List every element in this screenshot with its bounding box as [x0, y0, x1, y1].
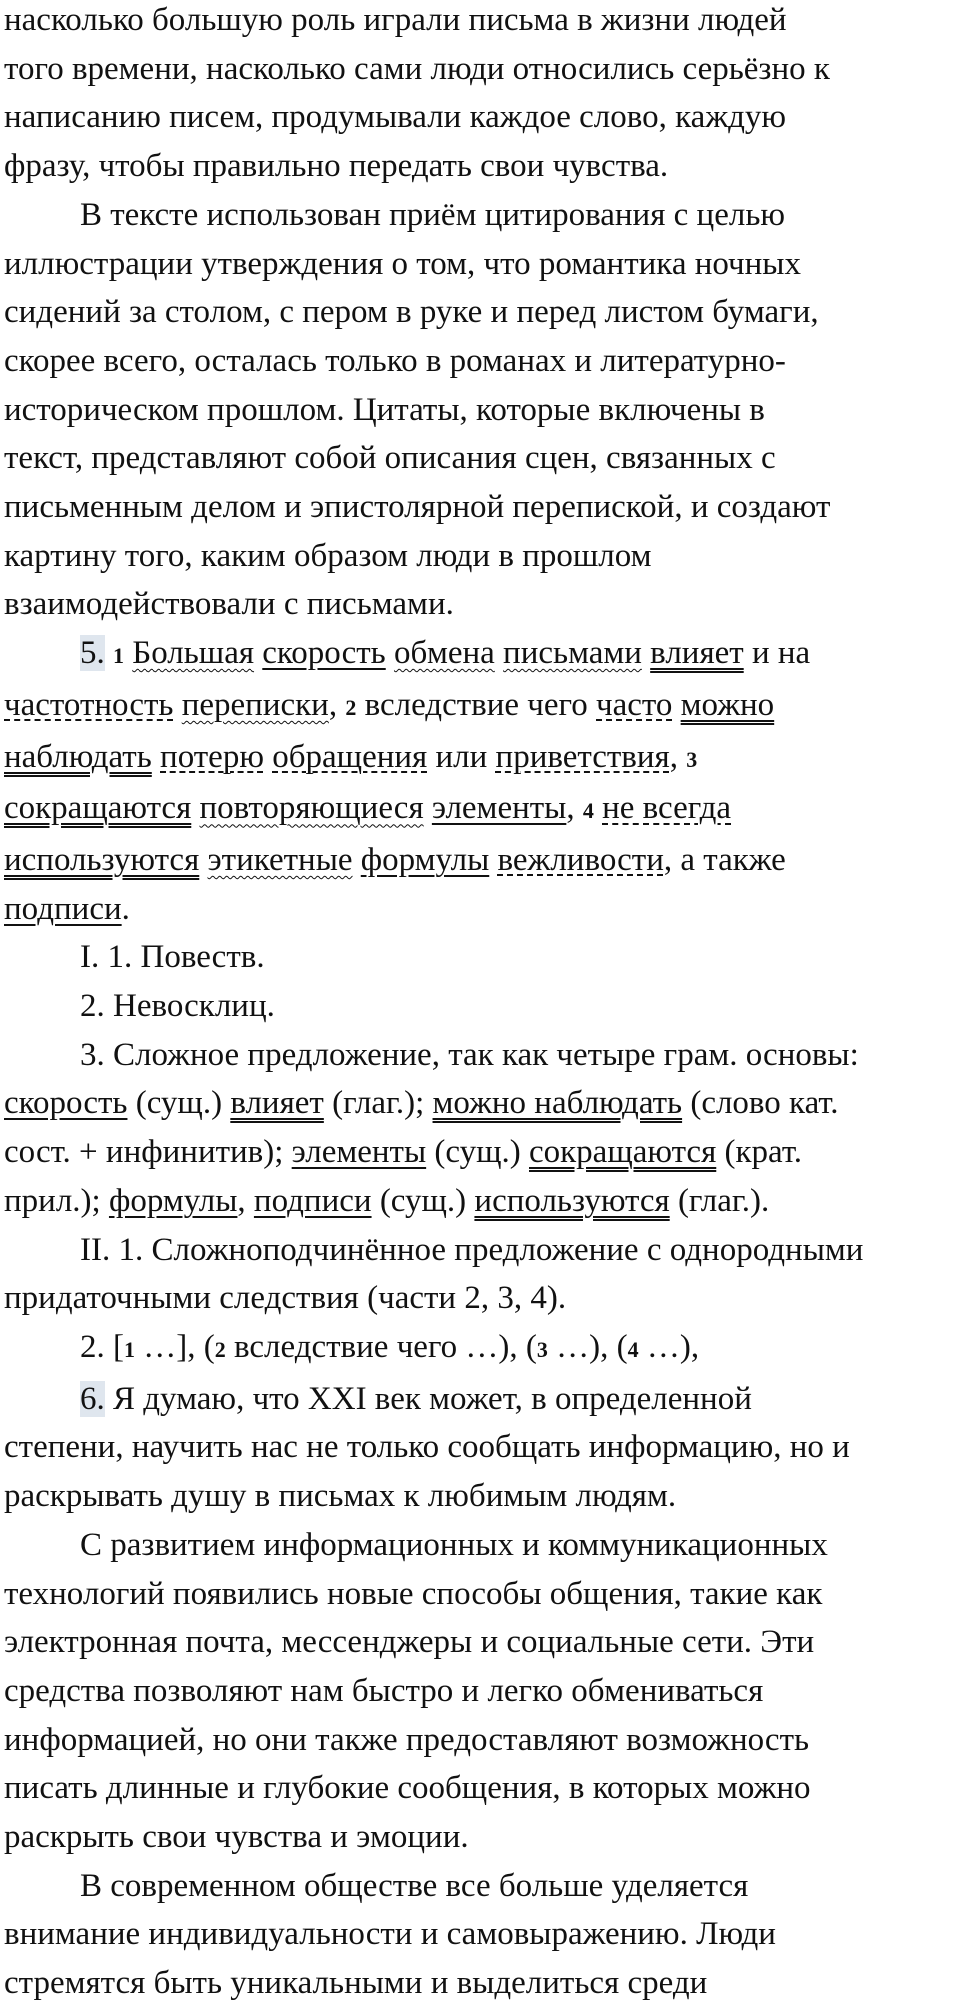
task-6-answer: [4, 1375, 960, 1521]
text-line: картину того, каким образом люди в прошлом: [4, 537, 652, 574]
plain-text: (сущ.): [379, 1182, 467, 1219]
text-line: I. 1. Повеств.: [80, 939, 265, 976]
text-line: электронная почта, мессенджеры и социальные сети. Эти: [4, 1624, 815, 1661]
text-line: [4, 836, 960, 885]
text-line: [4, 1079, 960, 1128]
plain-text: сост. + инфинитив);: [4, 1134, 284, 1171]
plain-text: 2. [: [80, 1328, 124, 1365]
text-line: [4, 733, 960, 785]
word-predicate: сокращаются: [4, 790, 192, 827]
word-attribute: обмена: [393, 635, 495, 672]
word-subject: подписи: [253, 1182, 372, 1219]
text-line: [4, 681, 960, 733]
text-line: взаимодействовали с письмами.: [4, 586, 454, 623]
plain-text: вследствие чего: [364, 686, 588, 723]
paragraph-technologies: [4, 1521, 960, 1862]
plain-text: или: [435, 738, 488, 775]
part-number: 2: [214, 1336, 226, 1362]
text-line: письменным делом и эпистолярной перепиской, и создают: [4, 489, 831, 526]
sentence-analysis: [4, 933, 960, 1374]
plain-text: и на: [751, 635, 811, 672]
plain-text: , а также: [663, 841, 786, 878]
plain-text: (слово кат.: [690, 1085, 839, 1122]
text-line: скорее всего, осталась только в романах и литературно-: [4, 342, 786, 379]
word-subject: подписи: [4, 890, 122, 927]
plain-text: ,: [237, 1182, 246, 1219]
text-line: информацией, но они также предоставляют возможность: [4, 1721, 810, 1758]
text-line: 2. Невосклиц.: [80, 988, 275, 1025]
plain-text: ,: [566, 790, 575, 827]
plain-text: прил.);: [4, 1182, 101, 1219]
plain-text: (сущ.): [434, 1134, 521, 1171]
word-object: потерю: [160, 738, 264, 775]
text-line: В современном обществе все больше уделяется: [80, 1867, 749, 1904]
word-attribute: этикетные: [207, 841, 353, 878]
text-line: написанию писем, продумывали каждое слово, каждую: [4, 99, 787, 136]
word-predicate: используются: [4, 841, 200, 878]
part-number: 1: [124, 1336, 135, 1362]
text-line: насколько большую роль играли письма в жизни людей: [4, 2, 787, 38]
text-line: [4, 1128, 960, 1177]
text-line: 3. Сложное предложение, так как четыре грам. основы:: [80, 1036, 859, 1073]
plain-text: (крат.: [724, 1134, 803, 1171]
paragraph-society: [4, 1862, 960, 2008]
plain-text: …], (: [135, 1328, 215, 1365]
task-5-sentence: [4, 629, 960, 933]
word-adverbial: часто: [596, 686, 673, 723]
text-line: средства позволяют нам быстро и легко обмениваться: [4, 1672, 764, 1709]
part-number: 4: [582, 798, 594, 824]
word-subject: скорость: [4, 1085, 128, 1122]
text-line: раскрыть свои чувства и эмоции.: [4, 1819, 469, 1856]
word-attribute: повторяющиеся: [199, 790, 424, 827]
text-line: придаточными следствия (части 2, 3, 4).: [4, 1280, 567, 1317]
word-object: вежливости: [497, 841, 664, 878]
text-line: II. 1. Сложноподчинённое предложение с однородными: [80, 1231, 864, 1268]
word-predicate: сокращаются: [529, 1134, 717, 1171]
text-line: [4, 1177, 960, 1226]
plain-text: ,: [328, 686, 338, 723]
text-line: писать длинные и глубокие сообщения, в которых можно: [4, 1770, 811, 1807]
plain-text: вследствие чего …), (: [225, 1328, 537, 1365]
plain-text: …),: [638, 1328, 700, 1365]
word-object: частотность: [4, 686, 174, 723]
word-predicate: влияет: [230, 1085, 324, 1122]
text-line: [4, 784, 960, 836]
text-line: С развитием информационных и коммуникационных: [80, 1526, 828, 1563]
text-line: внимание индивидуальности и самовыражению. Люди: [4, 1916, 776, 1953]
plain-text: .: [121, 890, 130, 927]
plain-text: Я думаю, что XXI век может, в определенной: [104, 1380, 752, 1417]
word-predicate: можно: [680, 686, 775, 723]
text-line: степени, научить нас не только сообщать информацию, но и: [4, 1429, 850, 1466]
text-line: [4, 885, 960, 934]
text-line: сидений за столом, с пером в руке и перед листом бумаги,: [4, 294, 819, 331]
paragraph-continuation: [4, 0, 960, 191]
word-subject: элементы: [291, 1134, 427, 1171]
task-number-highlight: 6.: [80, 1380, 105, 1417]
word-object: обращения: [272, 738, 428, 775]
text-line: технологий появились новые способы общения, такие как: [4, 1575, 823, 1612]
text-line: раскрывать душу в письмах к любимым людям.: [4, 1478, 677, 1515]
plain-text: (глаг.).: [677, 1182, 770, 1219]
part-number: 1: [113, 643, 124, 669]
part-number: 3: [536, 1336, 548, 1362]
text-line: [4, 1375, 960, 1424]
paragraph-citation: [4, 191, 960, 629]
part-number: 4: [627, 1336, 639, 1362]
text-line: фразу, чтобы правильно передать свои чувства.: [4, 148, 669, 185]
task-number-highlight: 5.: [80, 635, 105, 672]
plain-text: (сущ.): [135, 1085, 223, 1122]
part-number: 2: [345, 694, 357, 720]
text-line: стремятся быть уникальными и выделиться среди: [4, 1965, 708, 2002]
word-adverbial: не всегда: [602, 790, 732, 827]
plain-text: …), (: [547, 1328, 628, 1365]
word-attribute: письмами: [503, 635, 642, 672]
word-attribute: Большая: [132, 635, 255, 672]
word-predicate: используются: [474, 1182, 670, 1219]
word-predicate: влияет: [650, 635, 744, 672]
word-predicate: наблюдать: [4, 738, 152, 775]
text-line: [4, 629, 960, 681]
word-predicate: можно наблюдать: [432, 1085, 683, 1122]
text-line: текст, представляют собой описания сцен, связанных с: [4, 440, 776, 477]
word-subject: элементы: [431, 790, 567, 827]
plain-text: (глаг.);: [332, 1085, 425, 1122]
text-line: иллюстрации утверждения о том, что романтика ночных: [4, 245, 801, 282]
text-line: В тексте использован приём цитирования с целью: [80, 196, 786, 233]
plain-text: ,: [669, 738, 678, 775]
word-subject: формулы: [108, 1182, 238, 1219]
word-subject: формулы: [360, 841, 490, 878]
word-object: приветствия: [495, 738, 670, 775]
word-attribute: переписки: [181, 686, 329, 723]
part-number: 3: [686, 746, 698, 772]
word-subject: скорость: [262, 635, 386, 672]
text-line: того времени, насколько сами люди относились серьёзно к: [4, 50, 830, 87]
scheme-line: [4, 1323, 960, 1375]
text-line: историческом прошлом. Цитаты, которые включены в: [4, 391, 765, 428]
